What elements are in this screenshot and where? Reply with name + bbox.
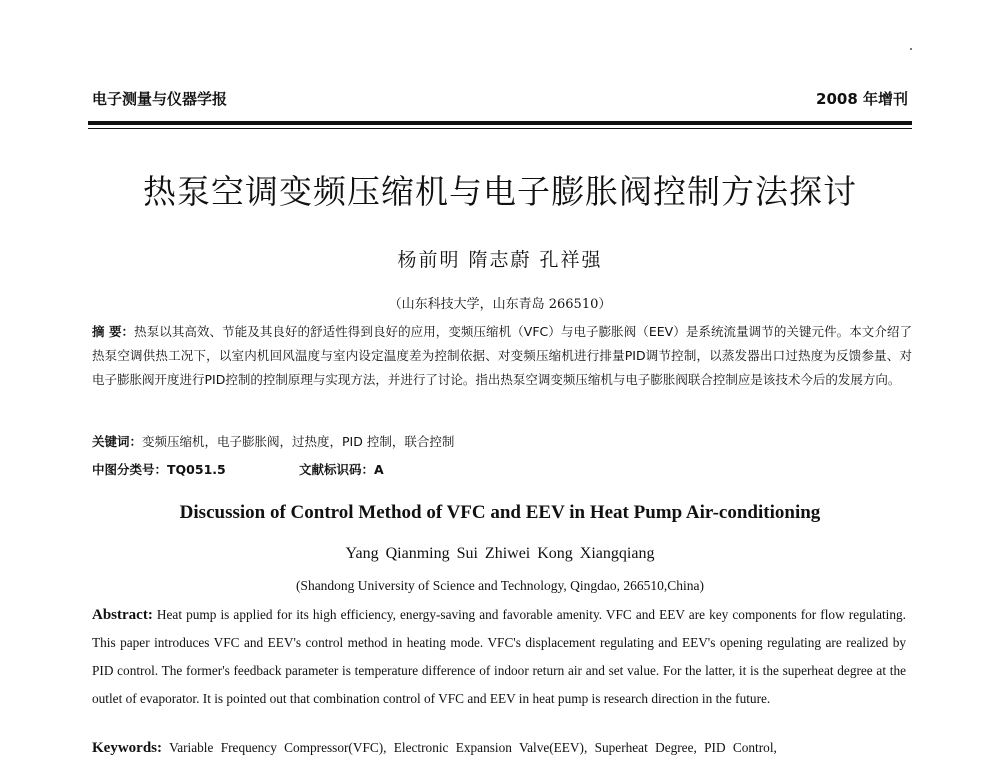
en-authors: Yang Qianming Sui Zhiwei Kong Xiangqiang [345, 545, 655, 562]
en-affiliation: (Shandong University of Science and Technology, Qingdao, 266510,China) [295, 578, 705, 593]
cn-doc-value: A [374, 462, 384, 477]
cn-abstract-text: 热泵以其高效、节能及其良好的舒适性得到良好的应用，变频压缩机（VFC）与电子膨胀阀（EEV）是系统流量调节的关键元件。本文介绍了热泵空调供热工况下，以室内机回风温度与室内设定温度差为控制依据、对变频压缩机进行排量PID调节控制，以蒸发器出口过热度为反馈参量、对电子膨胀阀开度进行PID控制的控制原理与实现方法，并进行了讨论。指出热泵空调变频压缩机与电子膨胀阀联合控制应是该技术今后的发展方向。 [92, 324, 912, 387]
cn-doc-code [299, 460, 384, 478]
cn-abstract-label: 摘 要： [92, 324, 135, 339]
cn-keywords-text: 变频压缩机，电子膨胀阀，过热度，PID 控制，联合控制 [142, 434, 455, 449]
en-title: Discussion of Control Method of VFC and EEV in Heat Pump Air-conditioning [179, 502, 821, 523]
en-abstract [92, 601, 906, 713]
cn-keywords [92, 432, 912, 450]
cn-classification [92, 460, 912, 478]
issue-label: 2008 年增刊 [816, 90, 908, 108]
en-keywords-label: Keywords: [92, 740, 162, 756]
header-rule-thin [88, 128, 912, 129]
cn-class-label: 中图分类号： [92, 462, 168, 477]
cn-keywords-label: 关键词： [92, 434, 143, 449]
cn-class-value: TQ051.5 [167, 462, 226, 477]
en-abstract-label: Abstract: [92, 607, 153, 623]
en-keywords [92, 740, 906, 757]
en-keywords-text: Variable Frequency Compressor(VFC), Electronic Expansion Valve(EEV), Superheat Degree, PID Control, [169, 740, 777, 755]
en-abstract-text: Heat pump is applied for its high efficiency, energy-saving and favorable amenity. VFC and EEV are key components for flow regulating. This paper introduces VFC and EEV's control method in heating mode. VFC's displacement regulating and EEV's opening regulating are realized by PID control. The former's feedback parameter is temperature difference of indoor return air and set value. For the latter, it is the superheat degree at the outlet of evaporator. It is pointed out that combination control of VFC and EEV in heat pump is research direction in the future. [92, 607, 906, 706]
header-rule-thick [88, 121, 912, 125]
running-header [92, 88, 908, 112]
journal-name: 电子测量与仪器学报 [92, 90, 228, 108]
cn-doc-label: 文献标识码： [299, 462, 375, 477]
cn-title: 热泵空调变频压缩机与电子膨胀阀控制方法探讨 [143, 172, 857, 211]
scan-speck [910, 48, 912, 50]
cn-abstract [92, 320, 912, 392]
cn-affiliation: （山东科技大学，山东青岛 266510） [388, 297, 612, 312]
cn-authors: 杨前明 隋志蔚 孔祥强 [397, 249, 603, 271]
